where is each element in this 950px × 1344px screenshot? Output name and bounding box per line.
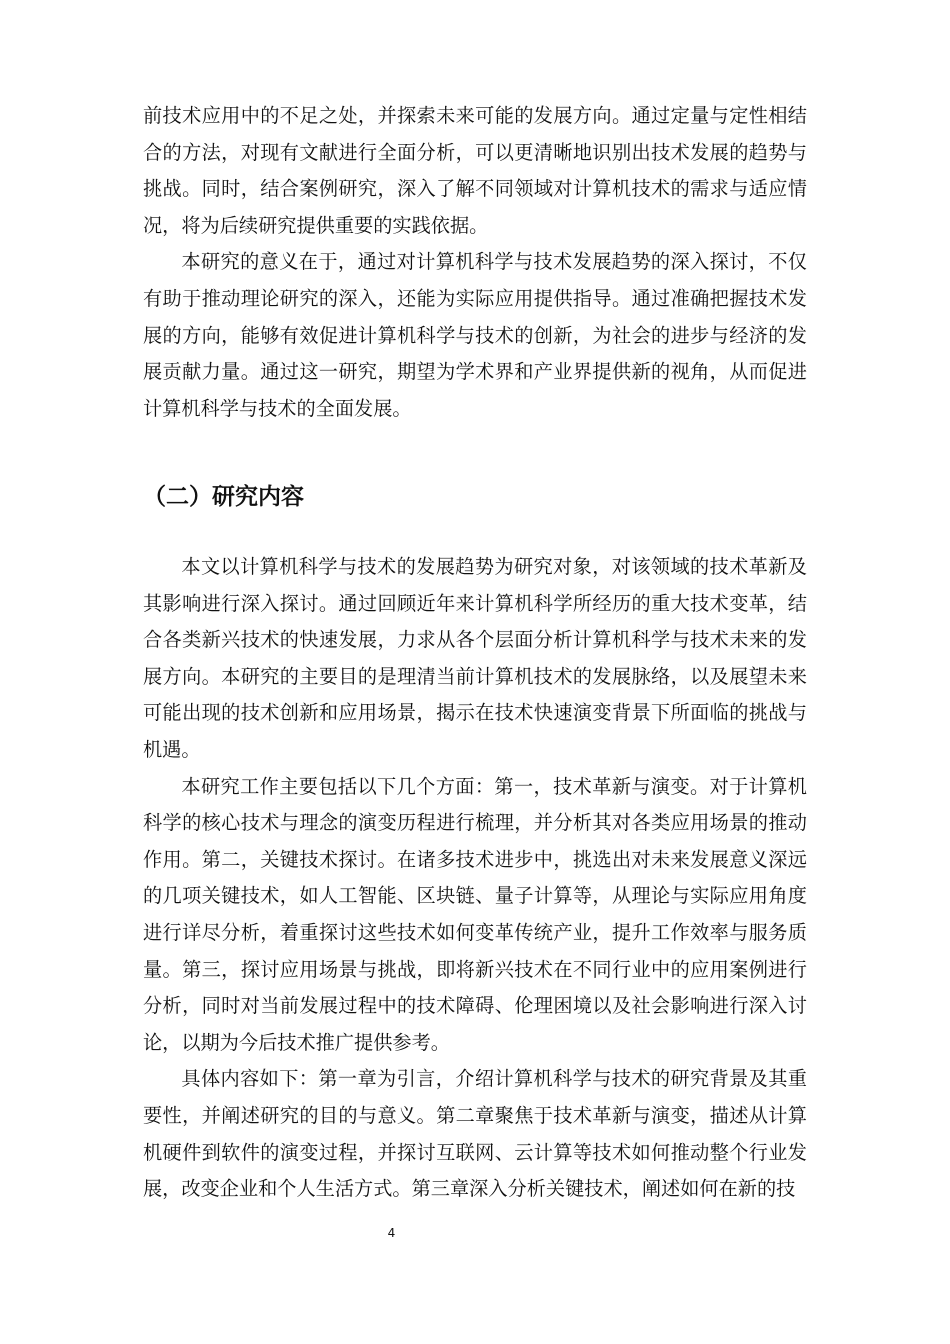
body-text-top [143, 98, 807, 427]
content-paragraph: 具体内容如下：第一章为引言，介绍计算机科学与技术的研究背景及其重要性，并阐述研究的目的与意义。第二章聚焦于技术革新与演变，描述从计算机硬件到软件的演变过程，并探讨互联网、云计算等技术如何推动整个行业发展，改变企业和个人生活方式。第三章深入分析关键技术，阐述如何在新的技 [143, 1067, 807, 1201]
continuation-paragraph: 前技术应用中的不足之处，并探索未来可能的发展方向。通过定量与定性相结合的方法，对现有文献进行全面分析，可以更清晰地识别出技术发展的趋势与挑战。同时，结合案例研究，深入了解不同领域对计算机技术的需求与适应情况，将为后续研究提供重要的实践依据。 [143, 104, 807, 237]
content-paragraph: 本研究工作主要包括以下几个方面：第一，技术革新与演变。对于计算机科学的核心技术与理念的演变历程进行梳理，并分析其对各类应用场景的推动作用。第二，关键技术探讨。在诸多技术进步中，挑选出对未来发展意义深远的几项关键技术，如人工智能、区块链、量子计算等，从理论与实际应用角度进行详尽分析，着重探讨这些技术如何变革传统产业，提升工作效率与服务质量。第三，探讨应用场景与挑战，即将新兴技术在不同行业中的应用案例进行分析，同时对当前发展过程中的技术障碍、伦理困境以及社会影响进行深入讨论，以期为今后技术推广提供参考。 [143, 774, 807, 1054]
significance-paragraph: 本研究的意义在于，通过对计算机科学与技术发展趋势的深入探讨，不仅有助于推动理论研究的深入，还能为实际应用提供指导。通过准确把握技术发展的方向，能够有效促进计算机科学与技术的创新，为社会的进步与经济的发展贡献力量。通过这一研究，期望为学术界和产业界提供新的视角，从而促进计算机科学与技术的全面发展。 [143, 250, 807, 420]
content-paragraph: 本文以计算机科学与技术的发展趋势为研究对象，对该领域的技术革新及其影响进行深入探讨。通过回顾近年来计算机科学所经历的重大技术变革，结合各类新兴技术的快速发展，力求从各个层面分析计算机科学与技术未来的发展方向。本研究的主要目的是理清当前计算机技术的发展脉络，以及展望未来可能出现的技术创新和应用场景，揭示在技术快速演变背景下所面临的挑战与机遇。 [143, 555, 807, 761]
body-text-main [143, 549, 807, 1208]
page-number: 4 [387, 1226, 396, 1240]
section-heading: （二）研究内容 [143, 483, 304, 510]
